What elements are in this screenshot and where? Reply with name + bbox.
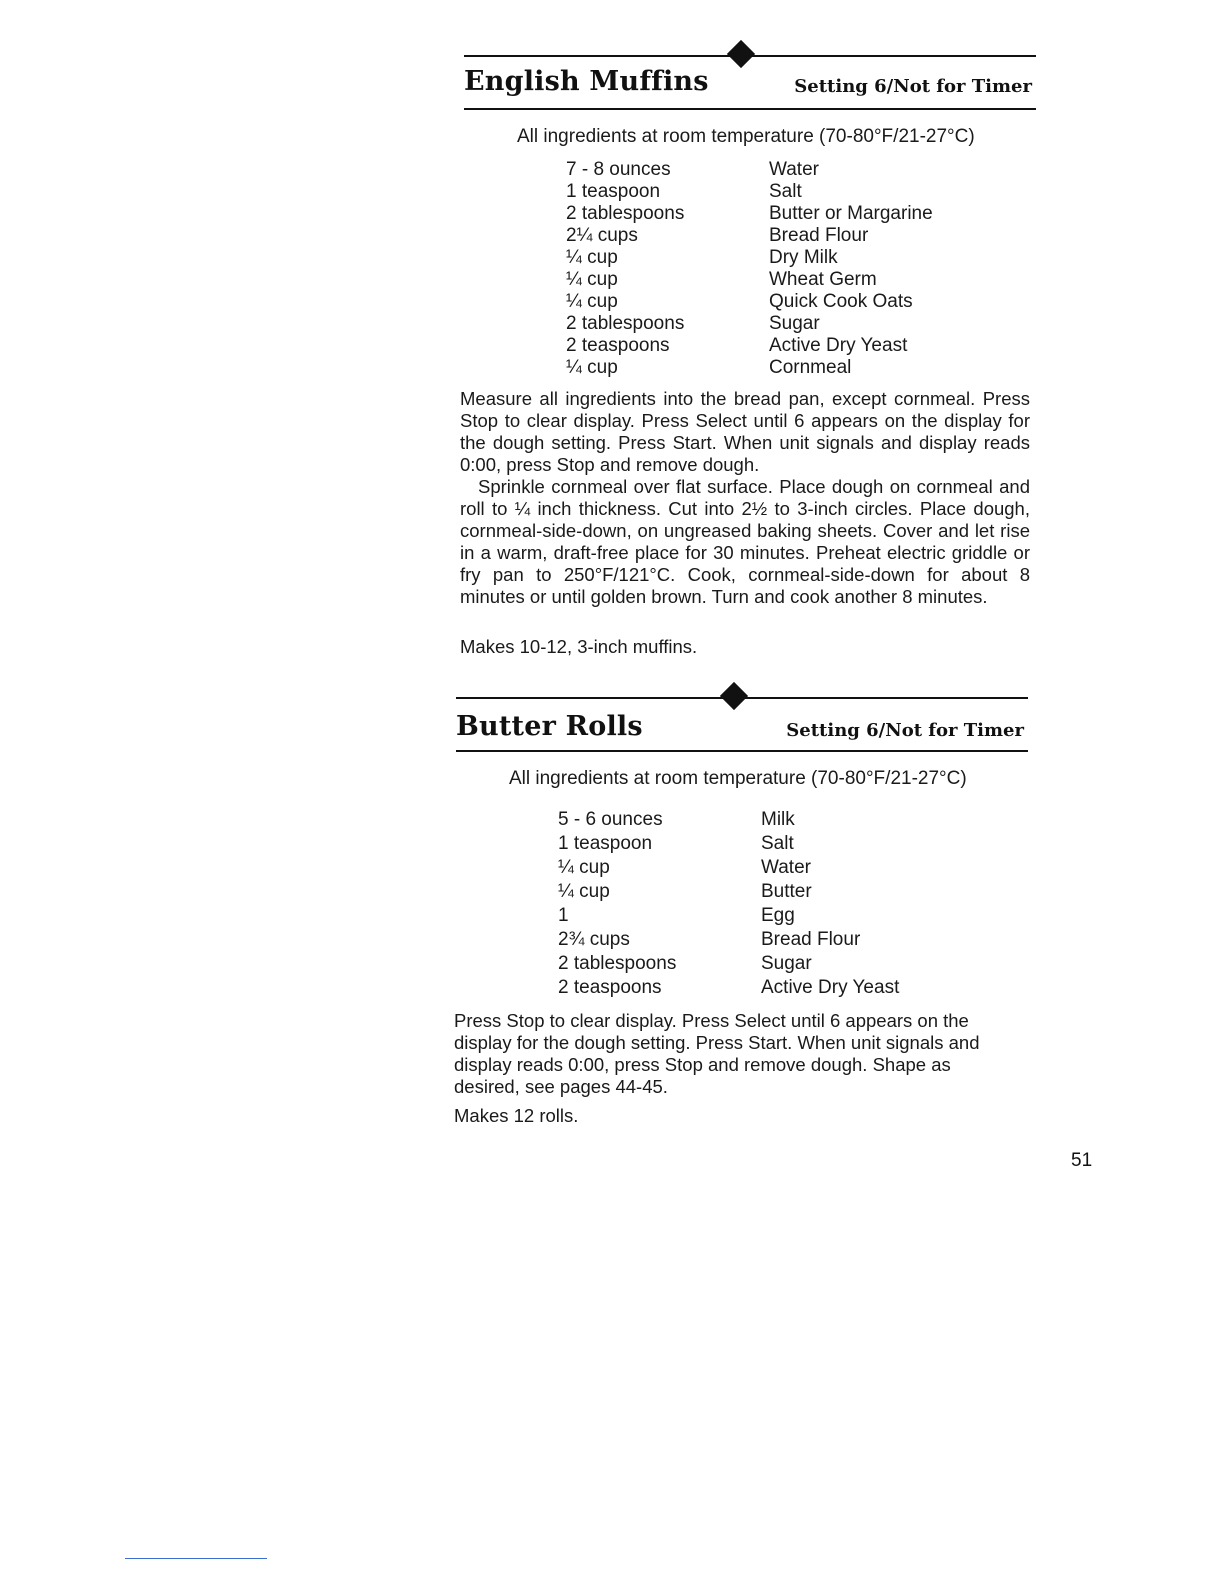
ingredient-item: Cornmeal [769, 357, 852, 378]
recipe-yield: Makes 12 rolls. [454, 1105, 579, 1126]
ingredient-amount: 1 [558, 905, 569, 926]
ingredient-amount: ¼ cup [566, 269, 618, 290]
ingredient-item: Wheat Germ [769, 269, 877, 290]
title-rule-bottom [464, 108, 1036, 110]
ingredient-amount: 2 tablespoons [566, 313, 685, 334]
scan-edge-line [125, 1558, 267, 1559]
recipe-butter-rolls [456, 680, 1028, 1140]
ingredient-list [558, 809, 978, 1001]
ingredient-item: Sugar [769, 313, 820, 334]
ingredient-amount: ¼ cup [558, 857, 610, 878]
ingredient-amount: 2¾ cups [558, 929, 630, 950]
recipe-yield: Makes 10-12, 3-inch muffins. [460, 636, 698, 657]
instruction-paragraph: Measure all ingredients into the bread pan, except cornmeal. Press Stop to clear display. Press Select until 6 appears on the display for the dough setting. Press Start. When unit signals and display reads 0:00, press Stop and remove dough. [460, 388, 1030, 475]
ingredient-item: Quick Cook Oats [769, 291, 913, 312]
ingredient-amount: 2¼ cups [566, 225, 638, 246]
ingredient-amount: ¼ cup [566, 357, 618, 378]
diamond-ornament-icon [727, 40, 755, 68]
ingredient-item: Butter or Margarine [769, 203, 933, 224]
ingredient-amount: ¼ cup [558, 881, 610, 902]
ingredient-list [566, 159, 986, 379]
ingredient-item: Active Dry Yeast [769, 335, 908, 356]
ingredient-item: Bread Flour [761, 929, 861, 950]
ingredient-item: Egg [761, 905, 795, 926]
recipe-title: English Muffins [464, 66, 709, 97]
ingredient-amount: 5 - 6 ounces [558, 809, 663, 830]
ingredient-amount: 2 teaspoons [558, 977, 662, 998]
ingredient-amount: ¼ cup [566, 291, 618, 312]
ingredient-item: Bread Flour [769, 225, 869, 246]
recipe-title: Butter Rolls [456, 711, 643, 742]
recipe-english-muffins [460, 40, 1036, 660]
diamond-ornament-icon [720, 682, 748, 710]
ingredient-item: Water [769, 159, 819, 180]
instruction-paragraph: Press Stop to clear display. Press Select until 6 appears on the display for the dough setting. Press Start. When unit signals and display reads 0:00, press Stop and remove dough. Shape as desired, see pages 44-45. [454, 1010, 980, 1097]
ingredient-amount: ¼ cup [566, 247, 618, 268]
ingredient-item: Salt [761, 833, 794, 854]
temperature-note: All ingredients at room temperature (70-80°F/21-27°C) [517, 126, 975, 147]
ingredient-amount: 2 tablespoons [566, 203, 685, 224]
instruction-paragraph: Sprinkle cornmeal over flat surface. Place dough on cornmeal and roll to ¼ inch thickness. Cut into 2½ to 3-inch circles. Place dough, cornmeal-side-down, on ungreased baking sheets. Cover and let rise in a warm, draft-free place for 30 minutes. Preheat electric griddle or fry pan to 250°F/121°C. Cook, cornmeal-side-down for about 8 minutes or until golden brown. Turn and cook another 8 minutes. [460, 476, 1030, 607]
ingredient-amount: 1 teaspoon [558, 833, 653, 854]
ingredient-amount: 2 teaspoons [566, 335, 670, 356]
title-rule-bottom [456, 750, 1028, 752]
ingredient-amount: 2 tablespoons [558, 953, 677, 974]
ingredient-item: Water [761, 857, 811, 878]
ingredient-amount: 7 - 8 ounces [566, 159, 671, 180]
ingredient-item: Salt [769, 181, 802, 202]
ingredient-amount: 1 teaspoon [566, 181, 661, 202]
ingredient-item: Sugar [761, 953, 812, 974]
ingredient-item: Butter [761, 881, 812, 902]
recipe-setting: Setting 6/Not for Timer [786, 720, 1024, 741]
ingredient-item: Active Dry Yeast [761, 977, 900, 998]
recipe-setting: Setting 6/Not for Timer [794, 76, 1032, 97]
ingredient-item: Milk [761, 809, 795, 830]
temperature-note: All ingredients at room temperature (70-80°F/21-27°C) [509, 768, 967, 789]
ingredient-item: Dry Milk [769, 247, 838, 268]
page-number: 51 [1071, 1150, 1093, 1171]
